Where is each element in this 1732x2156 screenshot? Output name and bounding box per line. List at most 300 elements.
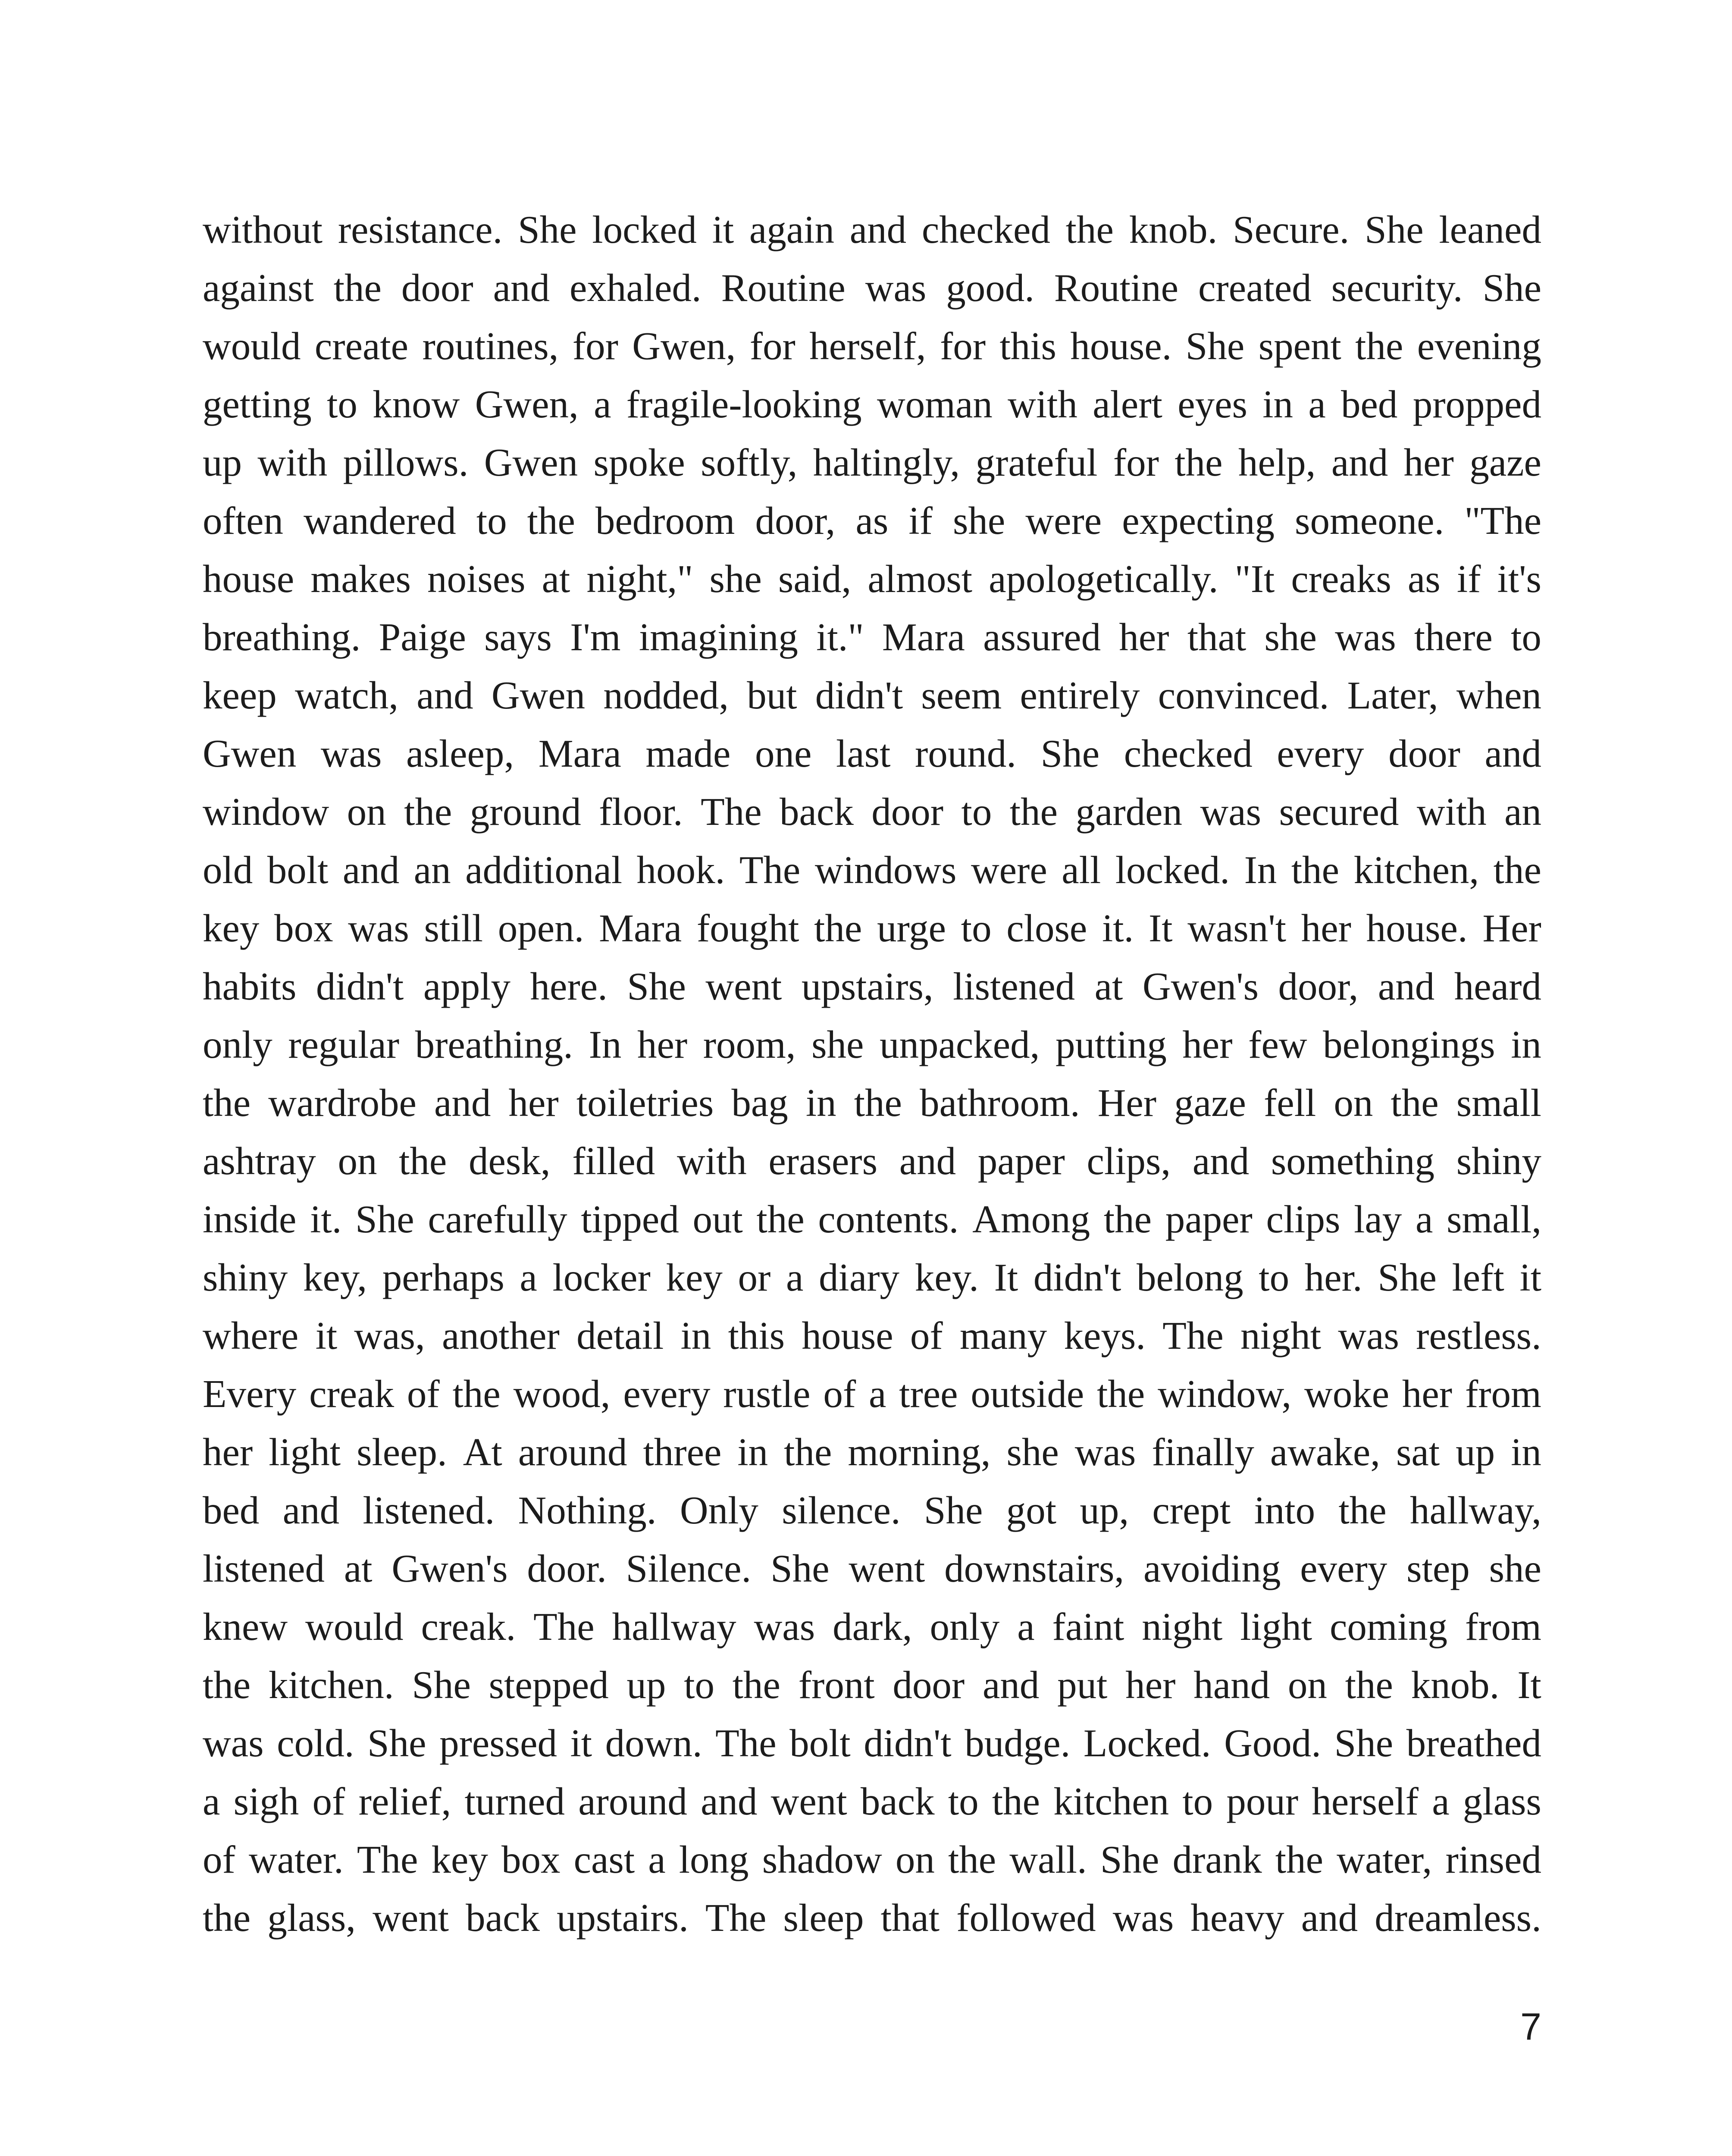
word: bedroom — [595, 499, 735, 542]
word: to — [948, 1780, 979, 1823]
word: hallway — [612, 1605, 736, 1648]
word: pour — [1226, 1780, 1299, 1823]
word: wardrobe — [268, 1081, 417, 1125]
word: was — [1074, 1430, 1136, 1474]
word: almost — [868, 557, 973, 601]
word: a — [520, 1256, 537, 1299]
word: she — [952, 499, 1005, 542]
word: inside — [203, 1197, 297, 1241]
word: diary — [819, 1256, 900, 1299]
word: ashtray — [203, 1139, 316, 1183]
word: wood, — [513, 1372, 611, 1416]
word: coming — [1330, 1605, 1447, 1648]
word: stepped — [489, 1663, 609, 1707]
word: fell — [1264, 1081, 1316, 1125]
text-line — [203, 1539, 1541, 1598]
word: fought — [696, 906, 799, 950]
word: without — [203, 208, 323, 251]
word: from — [1465, 1372, 1541, 1416]
word: kitchen, — [1353, 848, 1479, 892]
word: the — [1391, 1081, 1439, 1125]
word: the — [404, 790, 452, 834]
word: The — [533, 1605, 595, 1648]
word: and — [1485, 732, 1541, 775]
word: would — [305, 1605, 404, 1648]
word: up — [203, 441, 242, 484]
word: getting — [203, 382, 312, 426]
word: to — [327, 382, 357, 426]
word: with — [1416, 790, 1487, 834]
word: apply — [423, 965, 511, 1008]
word: house. — [1070, 324, 1172, 368]
word: Paige — [379, 615, 466, 659]
word: propped — [1413, 382, 1541, 426]
word: She — [355, 1197, 414, 1241]
word: cold. — [277, 1721, 354, 1765]
word: She — [770, 1547, 830, 1590]
word: assured — [983, 615, 1101, 659]
word: were — [1025, 499, 1102, 542]
word: and — [1378, 965, 1435, 1008]
word: in — [1262, 382, 1294, 426]
word: budge. — [965, 1721, 1071, 1765]
word: the — [1493, 848, 1541, 892]
word: night," — [586, 557, 693, 601]
word: and — [899, 1139, 956, 1183]
word: she — [811, 1023, 864, 1066]
word: house. — [1366, 906, 1468, 950]
word: and — [1301, 1896, 1358, 1940]
word: and — [434, 1081, 491, 1125]
word: of — [407, 1372, 440, 1416]
word: a — [648, 1838, 666, 1881]
word: the — [203, 1896, 251, 1940]
word: on — [1287, 1663, 1327, 1707]
word: a — [1432, 1780, 1450, 1823]
text-line — [203, 1889, 1541, 1947]
word: routines, — [422, 324, 559, 368]
word: belongings — [1323, 1023, 1495, 1066]
word: urge — [877, 906, 946, 950]
word: cast — [573, 1838, 635, 1881]
word: around — [578, 1780, 687, 1823]
word: her — [1403, 441, 1454, 484]
word: her. — [1304, 1256, 1362, 1299]
word: seem — [921, 674, 1002, 717]
word: at — [344, 1547, 373, 1590]
word: and — [701, 1780, 758, 1823]
word: outside — [971, 1372, 1084, 1416]
word: security. — [1331, 266, 1463, 310]
text-line — [203, 492, 1541, 550]
word: light — [1240, 1605, 1312, 1648]
text-line — [203, 1132, 1541, 1190]
word: crept — [1152, 1489, 1231, 1532]
word: relief, — [358, 1780, 451, 1823]
word: the — [948, 1838, 996, 1881]
text-line — [203, 1365, 1541, 1423]
word: She — [1365, 208, 1424, 251]
word: downstairs, — [944, 1547, 1124, 1590]
word: to — [961, 790, 992, 834]
text-line — [203, 1481, 1541, 1539]
word: nodded, — [603, 674, 729, 717]
word: The — [357, 1838, 418, 1881]
word: she — [1006, 1430, 1059, 1474]
text-line — [203, 201, 1541, 259]
word: I'm — [570, 615, 621, 659]
word: She — [1378, 1256, 1437, 1299]
word: to — [476, 499, 507, 542]
text-line — [203, 724, 1541, 783]
word: back — [780, 790, 854, 834]
word: water. — [248, 1838, 344, 1881]
word: an — [413, 848, 451, 892]
word: desk, — [468, 1139, 551, 1183]
word: her — [203, 1430, 253, 1474]
word: few — [1248, 1023, 1307, 1066]
word: key — [431, 1838, 488, 1881]
text-line — [203, 1423, 1541, 1481]
word: her — [1301, 906, 1351, 950]
word: "The — [1464, 499, 1541, 542]
word: only — [203, 1023, 272, 1066]
word: and — [342, 848, 400, 892]
word: keys. — [1064, 1314, 1146, 1357]
word: Gwen, — [632, 324, 736, 368]
word: checked — [1124, 732, 1253, 775]
word: She — [1100, 1838, 1159, 1881]
word: this — [728, 1314, 785, 1357]
word: her — [1119, 615, 1169, 659]
word: again — [749, 208, 834, 251]
word: She — [1482, 266, 1541, 310]
word: Nothing. — [518, 1489, 657, 1532]
word: night — [1240, 1314, 1322, 1357]
word: keep — [203, 674, 277, 717]
word: didn't — [316, 965, 404, 1008]
word: wasn't — [1187, 906, 1286, 950]
word: at — [542, 557, 570, 601]
word: breathed — [1406, 1721, 1541, 1765]
word: it." — [816, 615, 864, 659]
word: to — [1182, 1780, 1213, 1823]
word: where — [203, 1314, 299, 1357]
text-line — [203, 433, 1541, 492]
word: was — [320, 732, 382, 775]
word: Silence. — [626, 1547, 752, 1590]
word: dark, — [833, 1605, 912, 1648]
word: silence. — [782, 1489, 901, 1532]
word: the — [203, 1081, 251, 1125]
word: bathroom. — [920, 1081, 1080, 1125]
word: Her — [1097, 1081, 1157, 1125]
word: the — [854, 1081, 902, 1125]
word: knob. — [1411, 1663, 1500, 1707]
word: every — [1277, 732, 1364, 775]
word: bed — [1341, 382, 1398, 426]
word: Gwen's — [1142, 965, 1259, 1008]
word: erasers — [768, 1139, 878, 1183]
word: only — [930, 1605, 1000, 1648]
word: wandered — [304, 499, 456, 542]
word: the — [1175, 441, 1223, 484]
word: Among — [972, 1197, 1090, 1241]
word: with — [677, 1139, 747, 1183]
word: knob. — [1129, 208, 1218, 251]
word: for — [940, 324, 986, 368]
word: perhaps — [382, 1256, 504, 1299]
word: At — [463, 1430, 502, 1474]
page-number: 7 — [1520, 2005, 1541, 2048]
word: faint — [1052, 1605, 1124, 1648]
word: didn't — [815, 674, 903, 717]
word: round. — [915, 732, 1017, 775]
word: down. — [605, 1721, 702, 1765]
word: breathing. — [415, 1023, 573, 1066]
word: door. — [527, 1547, 607, 1590]
word: listened — [953, 965, 1075, 1008]
word: were — [971, 848, 1047, 892]
word: followed — [956, 1896, 1096, 1940]
word: of — [203, 1838, 235, 1881]
word: pressed — [439, 1721, 557, 1765]
word: in — [737, 1430, 768, 1474]
word: gaze — [1469, 441, 1541, 484]
word: listened. — [363, 1489, 495, 1532]
word: habits — [203, 965, 297, 1008]
word: went — [373, 1896, 449, 1940]
word: haltingly, — [813, 441, 960, 484]
word: was — [1338, 1314, 1399, 1357]
word: the — [784, 1430, 832, 1474]
word: when — [1456, 674, 1541, 717]
word: herself — [1312, 1780, 1419, 1823]
word: The — [739, 848, 801, 892]
text-line — [203, 1656, 1541, 1714]
word: breathing. — [203, 615, 361, 659]
text-line — [203, 1598, 1541, 1656]
text-line — [203, 608, 1541, 666]
text-line — [203, 783, 1541, 841]
word: imagining — [639, 615, 798, 659]
word: grateful — [975, 441, 1098, 484]
word: putting — [1055, 1023, 1167, 1066]
word: a — [1416, 1197, 1433, 1241]
text-line — [203, 550, 1541, 608]
word: a — [1308, 382, 1326, 426]
word: Good. — [1224, 1721, 1322, 1765]
word: hook. — [636, 848, 725, 892]
word: bolt — [267, 848, 329, 892]
word: against — [203, 266, 314, 310]
word: In — [1244, 848, 1277, 892]
word: Gwen's — [392, 1547, 508, 1590]
word: bag — [731, 1081, 788, 1125]
word: the — [1275, 1838, 1323, 1881]
word: asleep, — [406, 732, 514, 775]
word: wall. — [1009, 1838, 1087, 1881]
word: sat — [1396, 1430, 1440, 1474]
word: door, — [755, 499, 836, 542]
word: there — [1414, 615, 1493, 659]
word: convinced. — [1158, 674, 1329, 717]
word: was — [1112, 1896, 1174, 1940]
word: created — [1198, 266, 1312, 310]
word: turned — [464, 1780, 565, 1823]
word: didn't — [864, 1721, 952, 1765]
word: sleep — [783, 1896, 864, 1940]
word: She — [1040, 732, 1100, 775]
word: Locked. — [1083, 1721, 1211, 1765]
word: heavy — [1190, 1896, 1284, 1940]
word: three — [643, 1430, 722, 1474]
word: it. — [310, 1197, 342, 1241]
word: the — [452, 1372, 501, 1416]
word: floor. — [599, 790, 683, 834]
word: the — [399, 1139, 447, 1183]
word: She — [412, 1663, 471, 1707]
word: softly, — [701, 441, 798, 484]
word: exhaled. — [569, 266, 702, 310]
body-text — [203, 201, 1541, 1947]
word: a — [786, 1256, 804, 1299]
word: was, — [354, 1314, 425, 1357]
word: Her — [1482, 906, 1541, 950]
word: it — [570, 1721, 592, 1765]
text-line — [203, 666, 1541, 724]
word: or — [738, 1256, 771, 1299]
word: bed — [203, 1489, 260, 1532]
text-line — [203, 259, 1541, 317]
word: on — [338, 1139, 377, 1183]
text-line — [203, 1307, 1541, 1365]
word: up — [1456, 1430, 1495, 1474]
word: door — [893, 1663, 965, 1707]
word: and — [1192, 1139, 1250, 1183]
word: windows — [814, 848, 957, 892]
word: the — [1355, 324, 1403, 368]
word: night — [1142, 1605, 1223, 1648]
word: her — [1402, 1372, 1453, 1416]
word: heard — [1454, 965, 1541, 1008]
word: paper — [977, 1139, 1065, 1183]
word: the — [1291, 848, 1340, 892]
text-line — [203, 317, 1541, 375]
word: the — [1065, 208, 1114, 251]
word: fragile-looking — [626, 382, 862, 426]
word: last — [836, 732, 891, 775]
word: know — [373, 382, 460, 426]
word: creak — [309, 1372, 395, 1416]
word: would — [203, 324, 301, 368]
word: every — [623, 1372, 711, 1416]
word: with — [257, 441, 328, 484]
word: Later, — [1347, 674, 1438, 717]
word: in — [805, 1081, 836, 1125]
word: Gwen — [491, 674, 586, 717]
word: knew — [203, 1605, 288, 1648]
word: detail — [576, 1314, 664, 1357]
word: went — [849, 1547, 925, 1590]
word: to — [1259, 1256, 1290, 1299]
word: at — [1094, 965, 1123, 1008]
word: dreamless. — [1375, 1896, 1541, 1940]
word: Routine — [1054, 266, 1179, 310]
word: gaze — [1174, 1081, 1246, 1125]
word: noises — [427, 557, 526, 601]
word: step — [1406, 1547, 1470, 1590]
word: water, — [1337, 1838, 1432, 1881]
word: spent — [1258, 324, 1341, 368]
word: got — [1006, 1489, 1057, 1532]
word: contents. — [818, 1197, 959, 1241]
word: around — [518, 1430, 627, 1474]
word: and — [849, 208, 907, 251]
word: from — [1465, 1605, 1541, 1648]
word: close — [1006, 906, 1087, 950]
word: sigh — [233, 1780, 299, 1823]
word: evening — [1417, 324, 1541, 368]
word: clips, — [1087, 1139, 1171, 1183]
word: hallway, — [1409, 1489, 1541, 1532]
word: good. — [946, 266, 1034, 310]
word: small, — [1447, 1197, 1541, 1241]
word: door — [1388, 732, 1460, 775]
word: awake, — [1270, 1430, 1381, 1474]
word: In — [589, 1023, 622, 1066]
word: in — [1511, 1023, 1541, 1066]
word: here. — [530, 965, 608, 1008]
word: eyes — [1178, 382, 1247, 426]
word: unpacked, — [879, 1023, 1040, 1066]
word: and — [417, 674, 473, 717]
word: up — [626, 1663, 666, 1707]
word: her — [1182, 1023, 1233, 1066]
word: on — [347, 790, 386, 834]
word: if — [908, 499, 933, 542]
word: creak. — [421, 1605, 516, 1648]
word: tipped — [581, 1197, 679, 1241]
text-line — [203, 841, 1541, 899]
word: a — [203, 1780, 220, 1823]
word: Gwen — [484, 441, 578, 484]
text-line — [203, 375, 1541, 433]
word: Routine — [721, 266, 846, 310]
word: Mara — [882, 615, 965, 659]
word: to — [961, 906, 992, 950]
word: and — [983, 1663, 1040, 1707]
word: into — [1254, 1489, 1315, 1532]
word: locker — [552, 1256, 651, 1299]
word: a — [1017, 1605, 1035, 1648]
word: that — [880, 1896, 940, 1940]
word: went — [705, 965, 782, 1008]
word: she — [1489, 1547, 1541, 1590]
word: for — [749, 324, 796, 368]
word: key — [203, 906, 260, 950]
word: small — [1456, 1081, 1541, 1125]
word: Secure. — [1233, 208, 1350, 251]
word: didn't — [1033, 1256, 1121, 1299]
word: this — [999, 324, 1056, 368]
word: put — [1057, 1663, 1108, 1707]
word: key — [666, 1256, 723, 1299]
word: watch, — [294, 674, 399, 717]
word: resistance. — [338, 208, 503, 251]
word: She — [367, 1721, 426, 1765]
word: door, — [1278, 965, 1359, 1008]
